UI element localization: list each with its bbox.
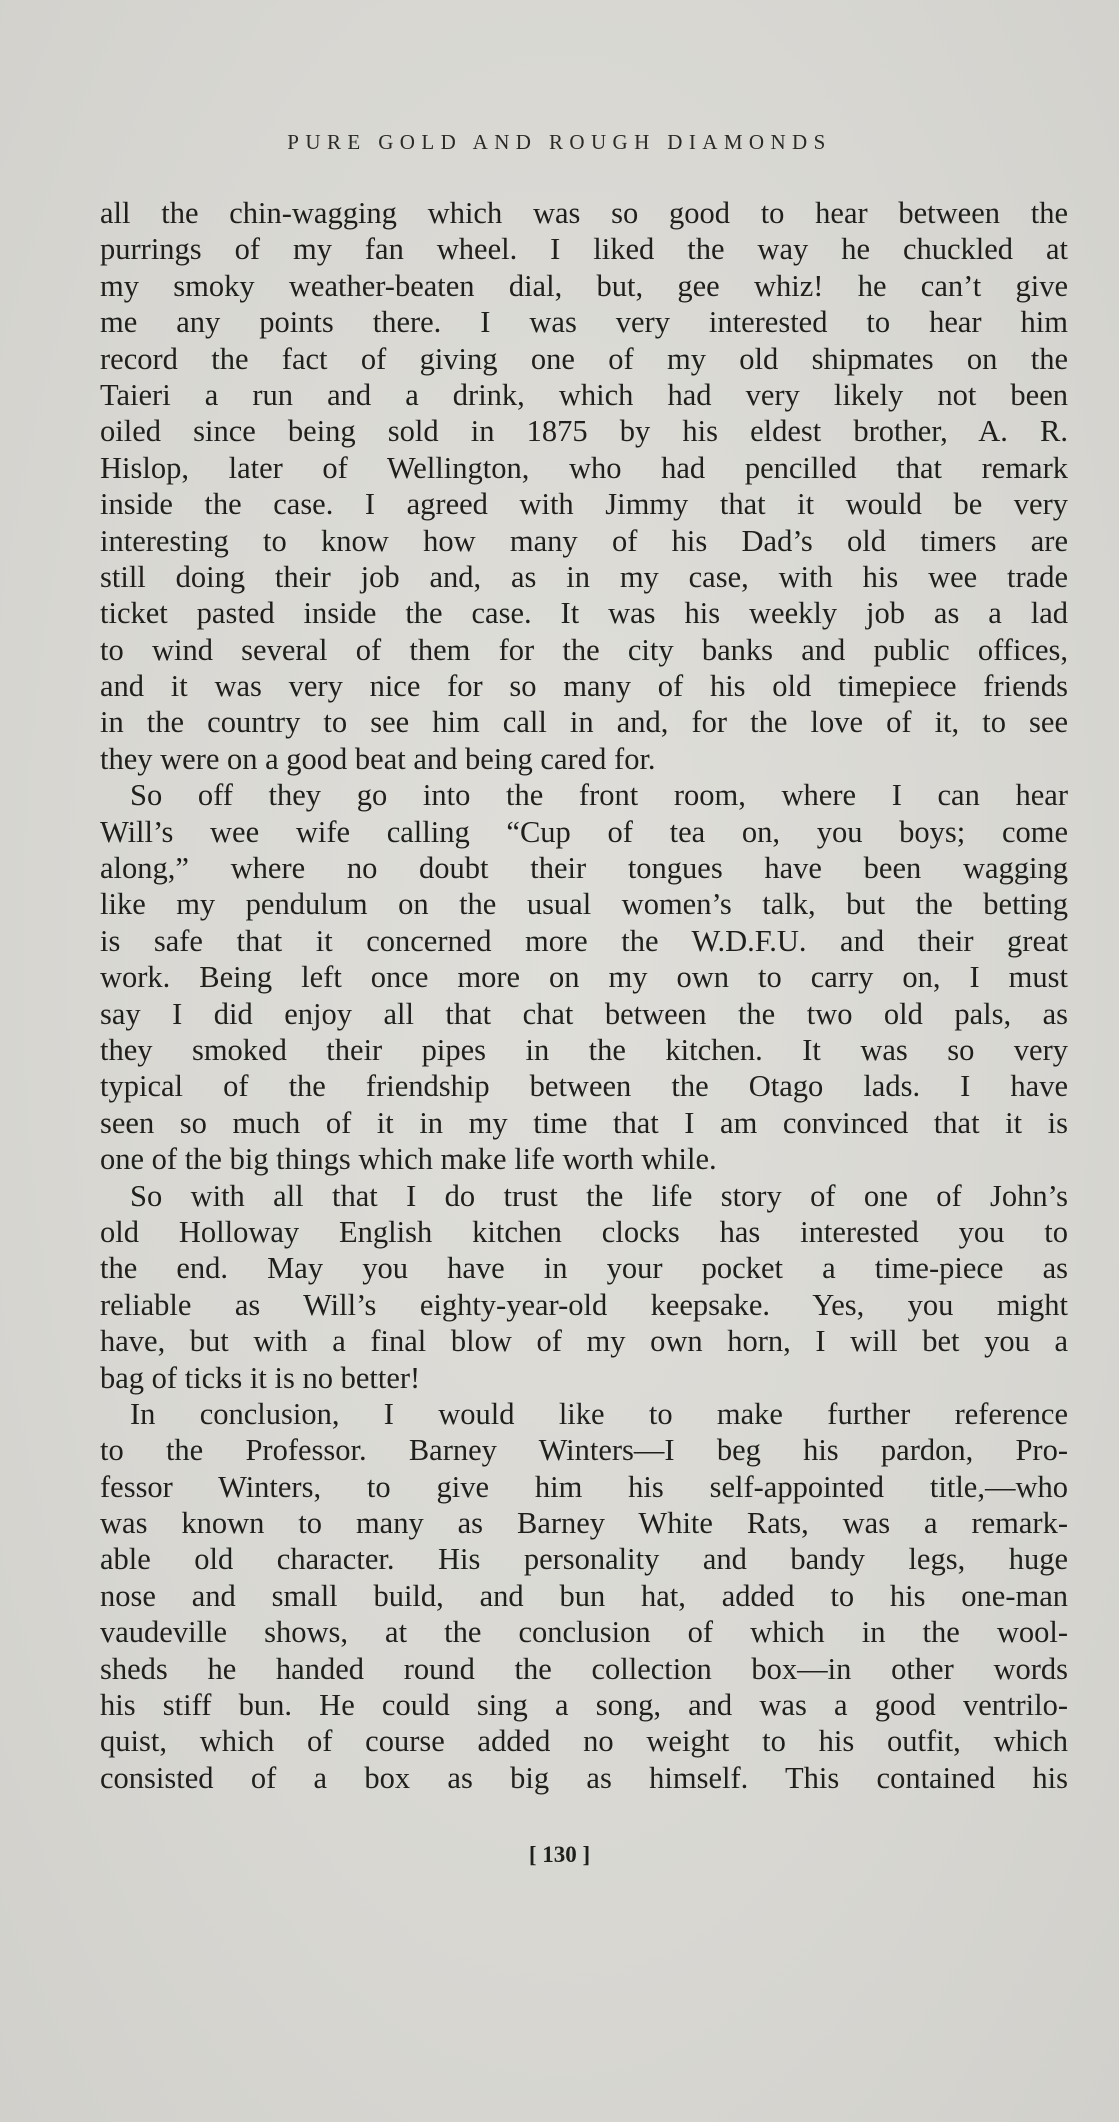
text-line: vaudeville shows, at the conclusion of which in the wool- xyxy=(100,1615,1068,1650)
text-line: along,” where no doubt their tongues have been wagging xyxy=(100,851,1068,886)
page-number: [ 130 ] xyxy=(528,1842,591,1867)
text-line: to wind several of them for the city banks and public offices, xyxy=(100,632,1068,667)
text-line: nose and small build, and bun hat, added to his one-man xyxy=(100,1578,1068,1613)
text-line: all the chin-wagging which was so good to hear between the xyxy=(100,196,1068,230)
text-line: fessor Winters, to give him his self-appointed title,—who xyxy=(100,1469,1068,1504)
text-line: able old character. His personality and bandy legs, huge xyxy=(100,1542,1068,1577)
text-line: Will’s wee wife calling “Cup of tea on, you boys; come xyxy=(100,814,1068,849)
text-line: record the fact of giving one of my old shipmates on the xyxy=(100,341,1068,376)
text-line: bag of ticks it is no better! xyxy=(100,1360,421,1395)
text-line: So off they go into the front room, where I can hear xyxy=(130,778,1068,813)
text-line: have, but with a final blow of my own horn, I will bet you a xyxy=(100,1324,1068,1359)
text-line: is safe that it concerned more the W.D.F.U. and their great xyxy=(100,923,1068,958)
text-line: me any points there. I was very interested to hear him xyxy=(100,305,1068,340)
text-line: sheds he handed round the collection box—in other words xyxy=(100,1651,1068,1686)
text-line: In conclusion, I would like to make further reference xyxy=(130,1396,1068,1431)
text-line: my smoky weather-beaten dial, but, gee whiz! he can’t give xyxy=(100,268,1068,303)
text-line: quist, which of course added no weight to his outfit, which xyxy=(100,1724,1068,1759)
text-line: the end. May you have in your pocket a time-piece as xyxy=(100,1251,1068,1286)
text-line: like my pendulum on the usual women’s talk, but the betting xyxy=(100,887,1068,922)
text-line: seen so much of it in my time that I am convinced that it is xyxy=(100,1105,1068,1140)
text-line: ticket pasted inside the case. It was his weekly job as a lad xyxy=(100,596,1068,631)
body-text xyxy=(100,195,1068,1796)
text-line: interesting to know how many of his Dad’s old timers are xyxy=(100,523,1068,558)
text-line: in the country to see him call in and, for the love of it, to see xyxy=(100,705,1068,740)
text-line: and it was very nice for so many of his old timepiece friends xyxy=(100,669,1068,704)
text-line: consisted of a box as big as himself. This contained his xyxy=(100,1760,1068,1795)
text-line: Taieri a run and a drink, which had very likely not been xyxy=(100,377,1068,412)
text-line: was known to many as Barney White Rats, was a remark- xyxy=(100,1506,1068,1541)
running-head: PURE GOLD AND ROUGH DIAMONDS xyxy=(287,130,832,154)
text-line: his stiff bun. He could sing a song, and was a good ventrilo- xyxy=(100,1688,1068,1723)
text-line: work. Being left once more on my own to carry on, I must xyxy=(100,960,1068,995)
text-line: old Holloway English kitchen clocks has interested you to xyxy=(100,1214,1068,1249)
text-line: to the Professor. Barney Winters—I beg his pardon, Pro- xyxy=(100,1433,1068,1468)
text-line: they were on a good beat and being cared for. xyxy=(100,741,656,776)
text-line: Hislop, later of Wellington, who had pencilled that remark xyxy=(100,450,1068,485)
text-line: reliable as Will’s eighty-year-old keepsake. Yes, you might xyxy=(100,1287,1068,1322)
text-line: typical of the friendship between the Otago lads. I have xyxy=(100,1069,1068,1104)
text-line: inside the case. I agreed with Jimmy that it would be very xyxy=(100,487,1068,522)
text-line: say I did enjoy all that chat between the two old pals, as xyxy=(100,996,1068,1031)
text-line: purrings of my fan wheel. I liked the way he chuckled at xyxy=(100,232,1068,267)
text-line: they smoked their pipes in the kitchen. It was so very xyxy=(100,1032,1068,1067)
text-line: oiled since being sold in 1875 by his eldest brother, A. R. xyxy=(100,414,1068,449)
text-line: still doing their job and, as in my case, with his wee trade xyxy=(100,559,1068,594)
text-line: one of the big things which make life worth while. xyxy=(100,1142,717,1177)
text-line: So with all that I do trust the life story of one of John’s xyxy=(130,1178,1068,1213)
